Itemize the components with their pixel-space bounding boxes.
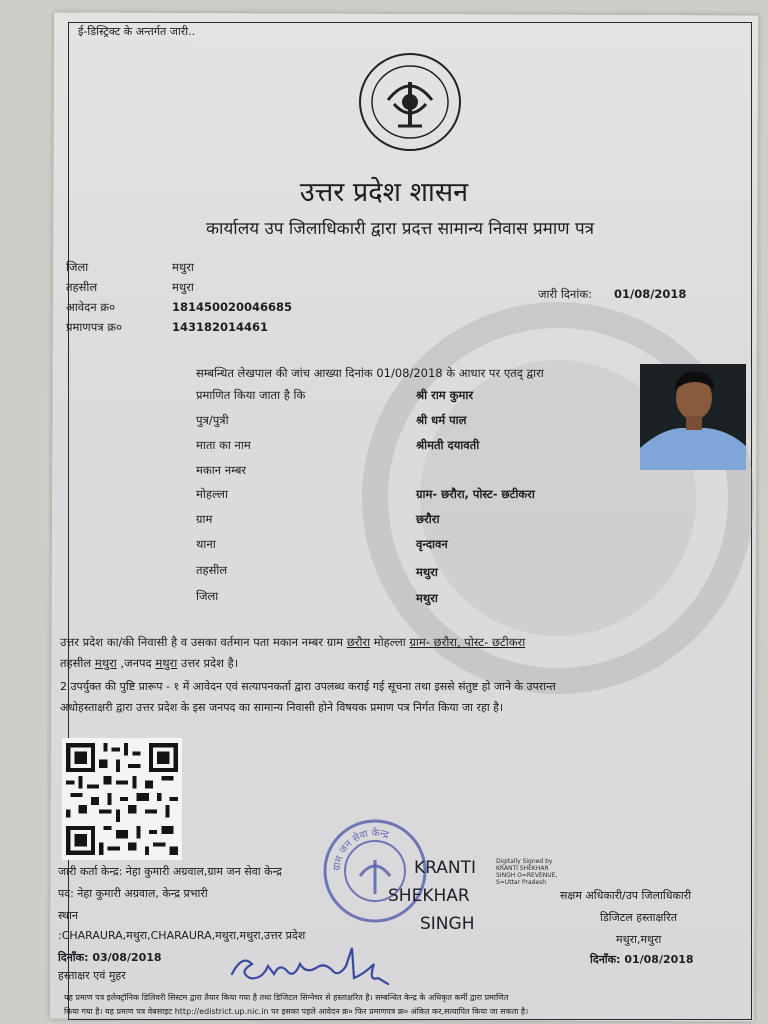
residence-text-4: ,जनपद bbox=[116, 656, 156, 670]
residence-locality: ग्राम- छरौरा, पोस्ट- छटीकरा bbox=[409, 635, 526, 649]
tehsil-label: तहसील bbox=[66, 280, 98, 294]
disclaimer-line-1: यह प्रमाण पत्र इलेक्ट्रॉनिक डिलिवरी सिस्टम द्वारा तैयार किया गया है तथा डिजिटल सिग्नेचर से हस्ताक्षरित है। सम्बन्धित केन्द्र के अधिकृत कर्मी द्वारा प्रमाणित bbox=[64, 993, 509, 1002]
issue-date-value: 01/08/2018 bbox=[614, 287, 687, 301]
parent-label: पुत्र/पुत्री bbox=[196, 413, 229, 427]
digital-signature-detail: Digitally Signed by KRANTI SHEKHAR SINGH O=REVENUE, S=Uttar Pradesh bbox=[496, 858, 558, 886]
certificate-label: प्रमाणपत्र क्र० bbox=[66, 320, 123, 334]
issuer-post: पद: नेहा कुमारी अग्रवाल, केन्द्र प्रभारी bbox=[58, 887, 208, 900]
verification-line-1: 2.उपर्युक्त की पुष्टि प्रारूप - १ में आवेदन एवं सत्यापनकर्ता द्वारा उपलब्ध कराई गई सूचना तथा इससे संतुष्ट हो जाने के उपरान्त bbox=[60, 680, 556, 693]
field-tehsil-value: मथुरा bbox=[416, 565, 438, 579]
residence-village: छरौरा bbox=[346, 635, 371, 649]
issuer-date: दिनाँक: 03/08/2018 bbox=[58, 951, 162, 964]
residence-text-3: तहसील bbox=[60, 656, 95, 670]
residence-line-1 bbox=[60, 632, 750, 653]
signature-seal-label: हस्ताक्षर एवं मुहर bbox=[58, 969, 126, 982]
digital-signer-name-2: SHEKHAR bbox=[388, 886, 470, 906]
mother-name-label: माता का नाम bbox=[196, 438, 251, 452]
officer-location: मथुरा,मथुरा bbox=[616, 933, 662, 946]
application-value: 181450020046685 bbox=[172, 300, 293, 314]
residence-text-2: मोहल्ला bbox=[370, 635, 410, 649]
certificate-value: 143182014461 bbox=[172, 320, 269, 334]
district-value: मथुरा bbox=[172, 260, 194, 274]
village-label: ग्राम bbox=[196, 512, 213, 526]
locality-label: मोहल्ला bbox=[196, 487, 228, 501]
residence-text-5: उत्तर प्रदेश है। bbox=[177, 656, 239, 670]
locality-value: ग्राम- छरौरा, पोस्ट- छटीकरा bbox=[416, 487, 535, 501]
field-district-label: जिला bbox=[196, 589, 219, 603]
document-title: उत्तर प्रदेश शासन bbox=[299, 177, 469, 208]
document-subtitle: कार्यालय उप जिलाधिकारी द्वारा प्रदत्त सामान्य निवास प्रमाण पत्र bbox=[205, 219, 594, 239]
field-tehsil-label: तहसील bbox=[196, 563, 228, 577]
stamp-text: ग्राम जन सेवा केन्द्र bbox=[331, 827, 390, 872]
officer-designation: सक्षम अधिकारी/उप जिलाधिकारी bbox=[560, 889, 692, 902]
application-label: आवेदन क्र० bbox=[66, 300, 116, 314]
disclaimer-line-2: किया गया है। यह प्रमाण पत्र वेबसाइट http://edistrict.up.nic.in पर इसका पहले आवेदन क्र० फिर प्रमाणपत्र क्र० अंकित कर,सत्यापित किया जा सकता है। bbox=[64, 1007, 529, 1016]
place-label: स्थान bbox=[58, 909, 79, 922]
district-label: जिला bbox=[66, 260, 89, 274]
parent-value: श्री धर्म पाल bbox=[416, 413, 467, 427]
residence-text-1: उत्तर प्रदेश का/की निवासी है व उसका वर्तमान पता मकान नम्बर ग्राम bbox=[60, 635, 347, 649]
intro-line-2: प्रमाणित किया जाता है कि bbox=[196, 388, 306, 402]
mother-name-value: श्रीमती दयावती bbox=[416, 438, 480, 452]
verification-paragraph bbox=[60, 676, 750, 718]
digitally-signed-label: डिजिटल हस्ताक्षरित bbox=[600, 911, 677, 924]
residence-tehsil: मथुरा bbox=[94, 656, 117, 670]
digital-signer-name-1: KRANTI bbox=[414, 858, 477, 878]
police-station-label: थाना bbox=[196, 537, 216, 551]
place-value: :CHARAURA,मथुरा,CHARAURA,मथुरा,मथुरा,उत्तर प्रदेश bbox=[58, 929, 306, 942]
village-value: छरौरा bbox=[416, 512, 440, 526]
uttar-pradesh-emblem-icon bbox=[358, 52, 462, 152]
handwritten-signature bbox=[228, 944, 398, 988]
applicant-photo bbox=[640, 364, 746, 470]
officer-date: दिनाँक: 01/08/2018 bbox=[590, 953, 694, 966]
intro-line-1: सम्बन्धित लेखपाल की जांच आख्या दिनांक 01/08/2018 के आधार पर एतद् द्वारा bbox=[196, 366, 544, 380]
verification-line-2: अधोहस्ताक्षरी द्वारा उत्तर प्रदेश के इस जनपद का सामान्य निवासी होने विषयक प्रमाण पत्र निर्गत किया जा रहा है। bbox=[60, 701, 504, 714]
house-number-label: मकान नम्बर bbox=[196, 463, 247, 477]
police-station-value: वृन्दावन bbox=[416, 537, 448, 551]
residence-district: मथुरा bbox=[155, 656, 178, 670]
issue-date-label: जारी दिनांक: bbox=[538, 287, 593, 301]
qr-code bbox=[62, 738, 182, 860]
residence-line-2 bbox=[60, 653, 750, 674]
issuing-center: जारी कर्ता केन्द्र: नेहा कुमारी अग्रवाल,ग्राम जन सेवा केन्द्र bbox=[58, 865, 282, 878]
header-note: ई-डिस्ट्रिक्ट के अन्तर्गत जारी.. bbox=[78, 25, 196, 38]
residence-paragraph bbox=[60, 632, 750, 674]
field-district-value: मथुरा bbox=[416, 591, 438, 605]
digital-signer-name-3: SINGH bbox=[420, 914, 475, 934]
tehsil-value: मथुरा bbox=[172, 280, 194, 294]
applicant-name-value: श्री राम कुमार bbox=[416, 388, 474, 402]
